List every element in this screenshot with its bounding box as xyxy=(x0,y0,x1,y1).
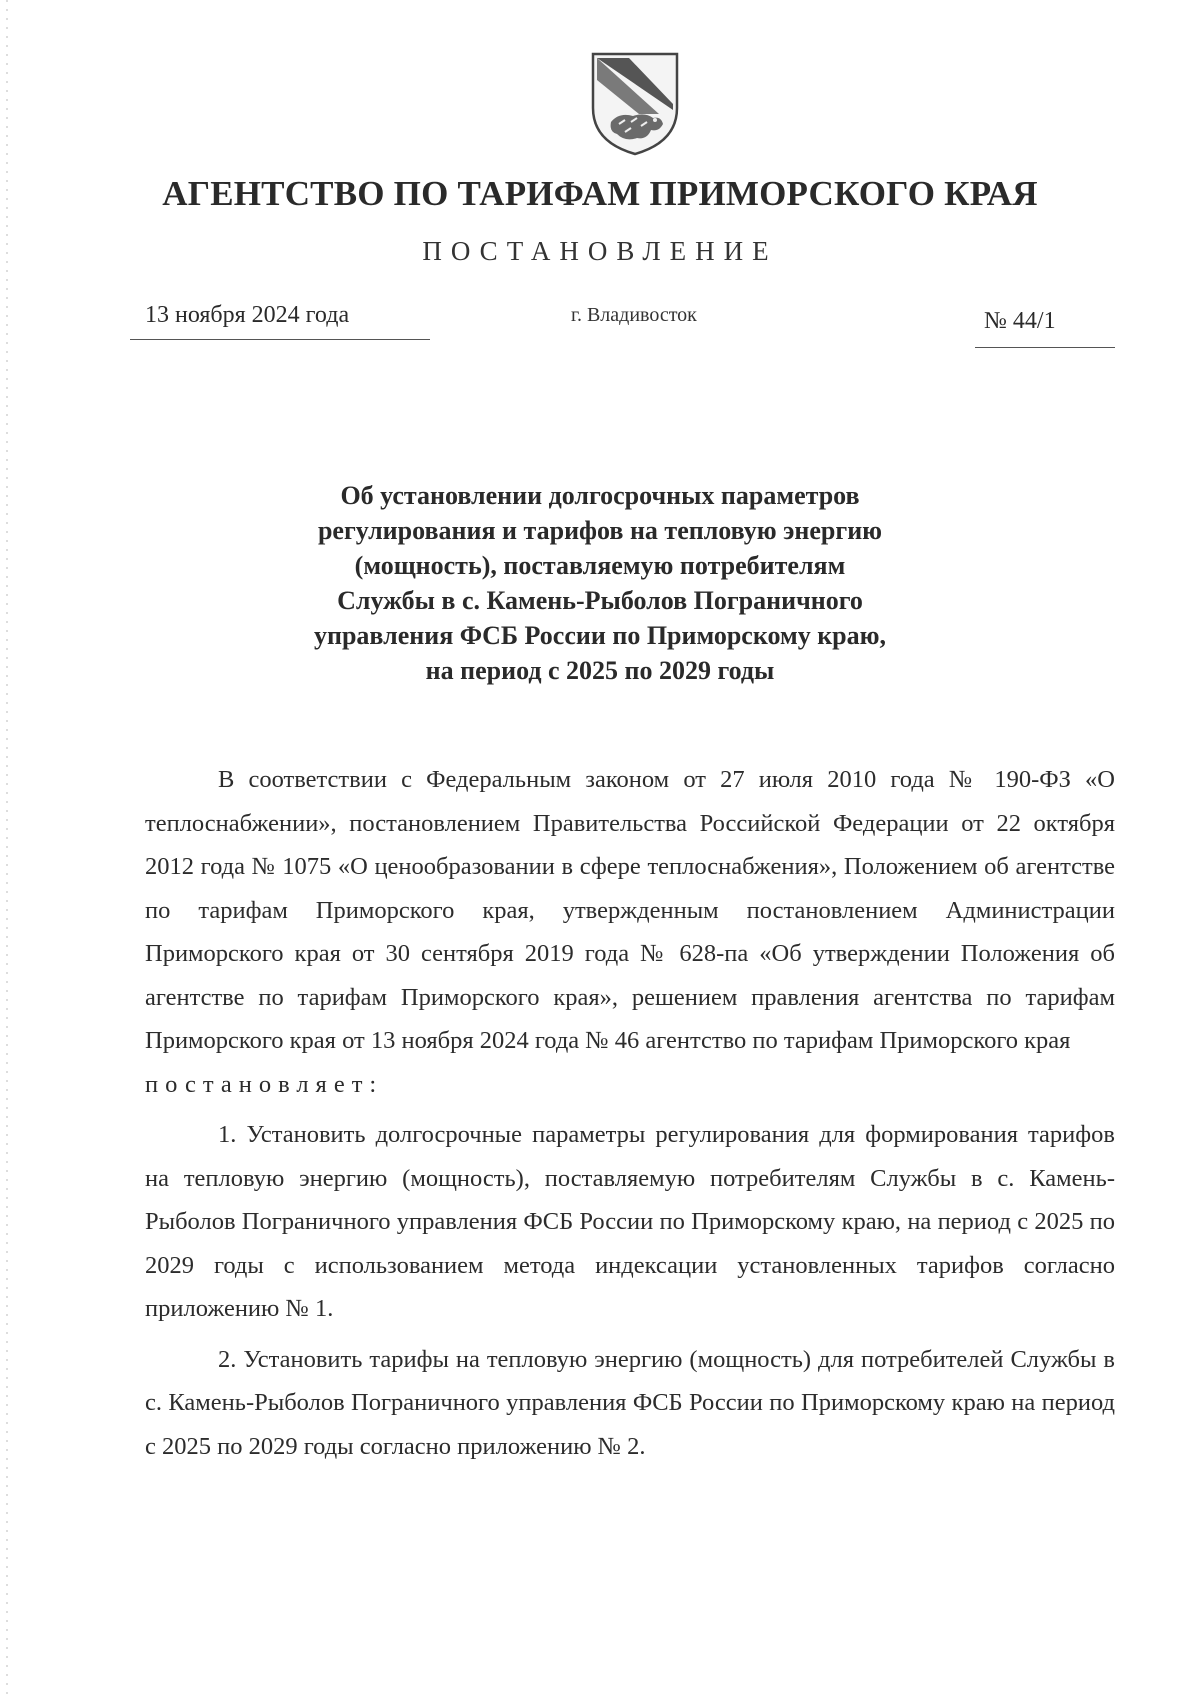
preamble-paragraph: В соответствии с Федеральным законом от 27 июля 2010 года № 190-ФЗ «О теплоснабжении», постановлением Правительства Российской Федерации от 22 октября 2012 года № 1075 «О ценообразовании в сфере теплоснабжения», Положением об агентстве по тарифам Приморского края, утвержденным постановлением Администрации Приморского края от 30 сентября 2019 года № 628-па «Об утверждении Положения об агентстве по тарифам Приморского края», решением правления агентства по тарифам Приморского края от 13 ноября 2024 года № 46 агентство по тарифам Приморского края xyxy=(145,766,1115,1054)
coat-of-arms-icon xyxy=(589,50,681,158)
document-city: г. Владивосток xyxy=(571,304,697,326)
number-underline xyxy=(975,347,1115,348)
item-2-paragraph: 2. Установить тарифы на тепловую энергию (мощность) для потребителей Службы в с. Камень-Рыболов Пограничного управления ФСБ России по Приморскому краю на период с 2025 по 2029 годы согласно приложению № 2. xyxy=(145,1345,1115,1460)
title-line: регулирования и тарифов на тепловую энергию xyxy=(317,516,883,545)
title-line: на период с 2025 по 2029 годы xyxy=(425,656,775,685)
title-line: управления ФСБ России по Приморскому краю, xyxy=(313,621,887,650)
title-line: (мощность), поставляемую потребителям xyxy=(354,551,846,580)
document-type: ПОСТАНОВЛЕНИЕ xyxy=(422,236,778,266)
date-underline xyxy=(130,339,430,340)
agency-name: АГЕНТСТВО ПО ТАРИФАМ ПРИМОРСКОГО КРАЯ xyxy=(162,174,1038,213)
document-title xyxy=(240,478,960,688)
document-number: № 44/1 xyxy=(984,308,1056,334)
item-1-paragraph: 1. Установить долгосрочные параметры регулирования для формирования тарифов на тепловую энергию (мощность), поставляемую потребителям Службы в с. Камень-Рыболов Пограничного управления ФСБ России по Приморскому краю, на период с 2025 по 2029 годы с использованием метода индексации установленных тарифов согласно приложению № 1. xyxy=(145,1121,1115,1322)
document-date: 13 ноября 2024 года xyxy=(145,302,350,328)
document-body xyxy=(145,758,1115,1468)
title-line: Об установлении долгосрочных параметров xyxy=(340,481,860,510)
title-line: Службы в с. Камень-Рыболов Пограничного xyxy=(337,586,863,615)
resolves-word: постановляет: xyxy=(145,1070,384,1098)
